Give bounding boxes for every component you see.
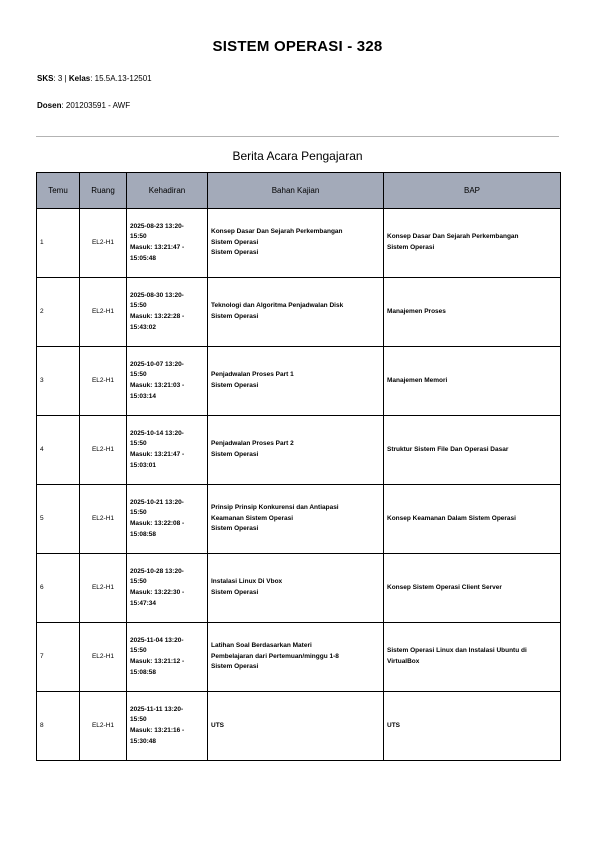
study-material-line: Teknologi dan Algoritma Penjadwalan Disk [211,302,344,310]
attendance-line: 2025-08-30 13:20- [130,291,184,299]
attendance-cell [127,278,208,347]
study-material-cell [208,416,384,485]
attendance-line: 2025-11-04 13:20- [130,636,184,644]
bap-line: Sistem Operasi [387,244,435,251]
sks-label: SKS [37,74,54,83]
dosen-label: Dosen [37,101,62,110]
meeting-number-cell: 1 [37,209,80,278]
bap-cell [384,485,561,554]
study-material-line: Sistem Operasi [211,525,259,533]
room-cell: EL2-H1 [80,623,127,692]
attendance-line: 15:30:48 [130,737,157,745]
attendance-line: Masuk: 13:21:47 - [130,451,185,458]
bap-line: Konsep Keamanan Dalam Sistem Operasi [387,514,516,522]
attendance-cell [127,623,208,692]
dosen-value: : 201203591 - AWF [61,101,131,110]
attendance-line: 2025-10-21 13:20- [130,498,184,506]
bap-line: Manajemen Memori [387,376,448,384]
section-divider [36,136,559,137]
study-material-line: Latihan Soal Berdasarkan Materi [211,641,312,649]
attendance-cell [127,485,208,554]
table-row [37,554,561,623]
attendance-line: 15:50 [130,371,147,379]
attendance-line: 15:03:14 [130,392,157,400]
attendance-line: 2025-11-11 13:20- [130,705,184,713]
bap-cell [384,692,561,761]
bap-cell [384,623,561,692]
meeting-number-cell: 5 [37,485,80,554]
section-title: Berita Acara Pengajaran [232,149,363,163]
attendance-cell [127,416,208,485]
bap-line: VirtualBox [387,658,420,665]
attendance-line: 15:50 [130,302,147,310]
table-header-row [37,173,561,209]
bap-cell [384,416,561,485]
header-ruang: Ruang [80,173,127,209]
bap-cell [384,278,561,347]
study-material-line: Penjadwalan Proses Part 2 [211,440,294,448]
bap-line: Konsep Dasar Dan Sejarah Perkembangan [387,233,519,241]
study-material-cell [208,278,384,347]
bap-cell [384,554,561,623]
page-title: SISTEM OPERASI - 328 [212,38,383,55]
table-row [37,485,561,554]
attendance-cell [127,347,208,416]
study-material-line: Pembelajaran dari Pertemuan/minggu 1-8 [211,652,339,660]
attendance-line: Masuk: 13:22:30 - [130,589,185,596]
table-row [37,209,561,278]
kelas-label: Kelas [68,74,91,83]
study-material-line: Instalasi Linux Di Vbox [211,578,283,586]
attendance-line: 15:50 [130,509,147,517]
study-material-line: Sistem Operasi [211,313,259,320]
table-row [37,623,561,692]
attendance-line: Masuk: 13:21:12 - [130,658,185,665]
attendance-line: 15:03:01 [130,461,157,469]
attendance-cell [127,209,208,278]
meeting-number-cell: 2 [37,278,80,347]
meeting-number-cell: 8 [37,692,80,761]
teaching-report-table [36,172,561,761]
attendance-line: 2025-10-14 13:20- [130,429,184,437]
attendance-cell [127,554,208,623]
room-cell: EL2-H1 [80,554,127,623]
header-kehadiran: Kehadiran [127,173,208,209]
attendance-line: Masuk: 13:21:47 - [130,244,185,251]
header-temu: Temu [37,173,80,209]
attendance-line: Masuk: 13:22:08 - [130,520,185,527]
attendance-line: 15:47:34 [130,599,157,607]
bap-line: UTS [387,721,400,729]
bap-cell [384,347,561,416]
meeting-number-cell: 4 [37,416,80,485]
attendance-line: 15:08:58 [130,530,157,538]
bap-line: Konsep Sistem Operasi Client Server [387,583,502,591]
sks-value: : 3 | [53,74,69,83]
attendance-line: 2025-10-28 13:20- [130,567,184,575]
kelas-value: : 15.5A.13-12501 [90,74,152,83]
study-material-line: UTS [211,721,224,729]
bap-line: Sistem Operasi Linux dan Instalasi Ubuntu di [387,647,527,655]
attendance-line: 15:50 [130,647,147,655]
attendance-line: 2025-10-07 13:20- [130,360,184,368]
attendance-line: 15:50 [130,440,147,448]
attendance-line: Masuk: 13:21:03 - [130,382,185,389]
study-material-cell [208,623,384,692]
attendance-line: Masuk: 13:21:16 - [130,727,185,734]
lecturer-info-line [37,101,130,110]
bap-line: Struktur Sistem File Dan Operasi Dasar [387,445,509,453]
study-material-line: Prinsip Prinsip Konkurensi dan Antiapasi [211,503,339,511]
meeting-number-cell: 3 [37,347,80,416]
study-material-cell [208,692,384,761]
study-material-line: Keamanan Sistem Operasi [211,514,294,522]
study-material-line: Sistem Operasi [211,451,259,458]
study-material-line: Penjadwalan Proses Part 1 [211,371,294,379]
attendance-line: 15:08:58 [130,668,157,676]
table-row [37,416,561,485]
attendance-cell [127,692,208,761]
room-cell: EL2-H1 [80,416,127,485]
header-bap: BAP [384,173,561,209]
room-cell: EL2-H1 [80,347,127,416]
room-cell: EL2-H1 [80,692,127,761]
study-material-line: Sistem Operasi [211,249,259,257]
attendance-line: 15:43:02 [130,323,157,331]
room-cell: EL2-H1 [80,485,127,554]
attendance-line: Masuk: 13:22:28 - [130,313,185,320]
study-material-cell [208,347,384,416]
study-material-cell [208,485,384,554]
study-material-line: Sistem Operasi [211,238,259,246]
meeting-number-cell: 7 [37,623,80,692]
header-bahan-kajian: Bahan Kajian [208,173,384,209]
study-material-line: Sistem Operasi [211,382,259,389]
attendance-line: 15:50 [130,233,147,241]
attendance-line: 15:50 [130,716,147,724]
bap-line: Manajemen Proses [387,307,446,315]
attendance-line: 15:05:48 [130,254,157,262]
course-info-line [37,74,152,83]
attendance-line: 15:50 [130,578,147,586]
bap-cell [384,209,561,278]
room-cell: EL2-H1 [80,209,127,278]
study-material-cell [208,209,384,278]
meeting-number-cell: 6 [37,554,80,623]
study-material-cell [208,554,384,623]
table-row [37,278,561,347]
study-material-line: Konsep Dasar Dan Sejarah Perkembangan [211,227,343,235]
table-row [37,347,561,416]
study-material-line: Sistem Operasi [211,589,259,596]
attendance-line: 2025-08-23 13:20- [130,222,184,230]
table-row [37,692,561,761]
room-cell: EL2-H1 [80,278,127,347]
study-material-line: Sistem Operasi [211,663,259,671]
